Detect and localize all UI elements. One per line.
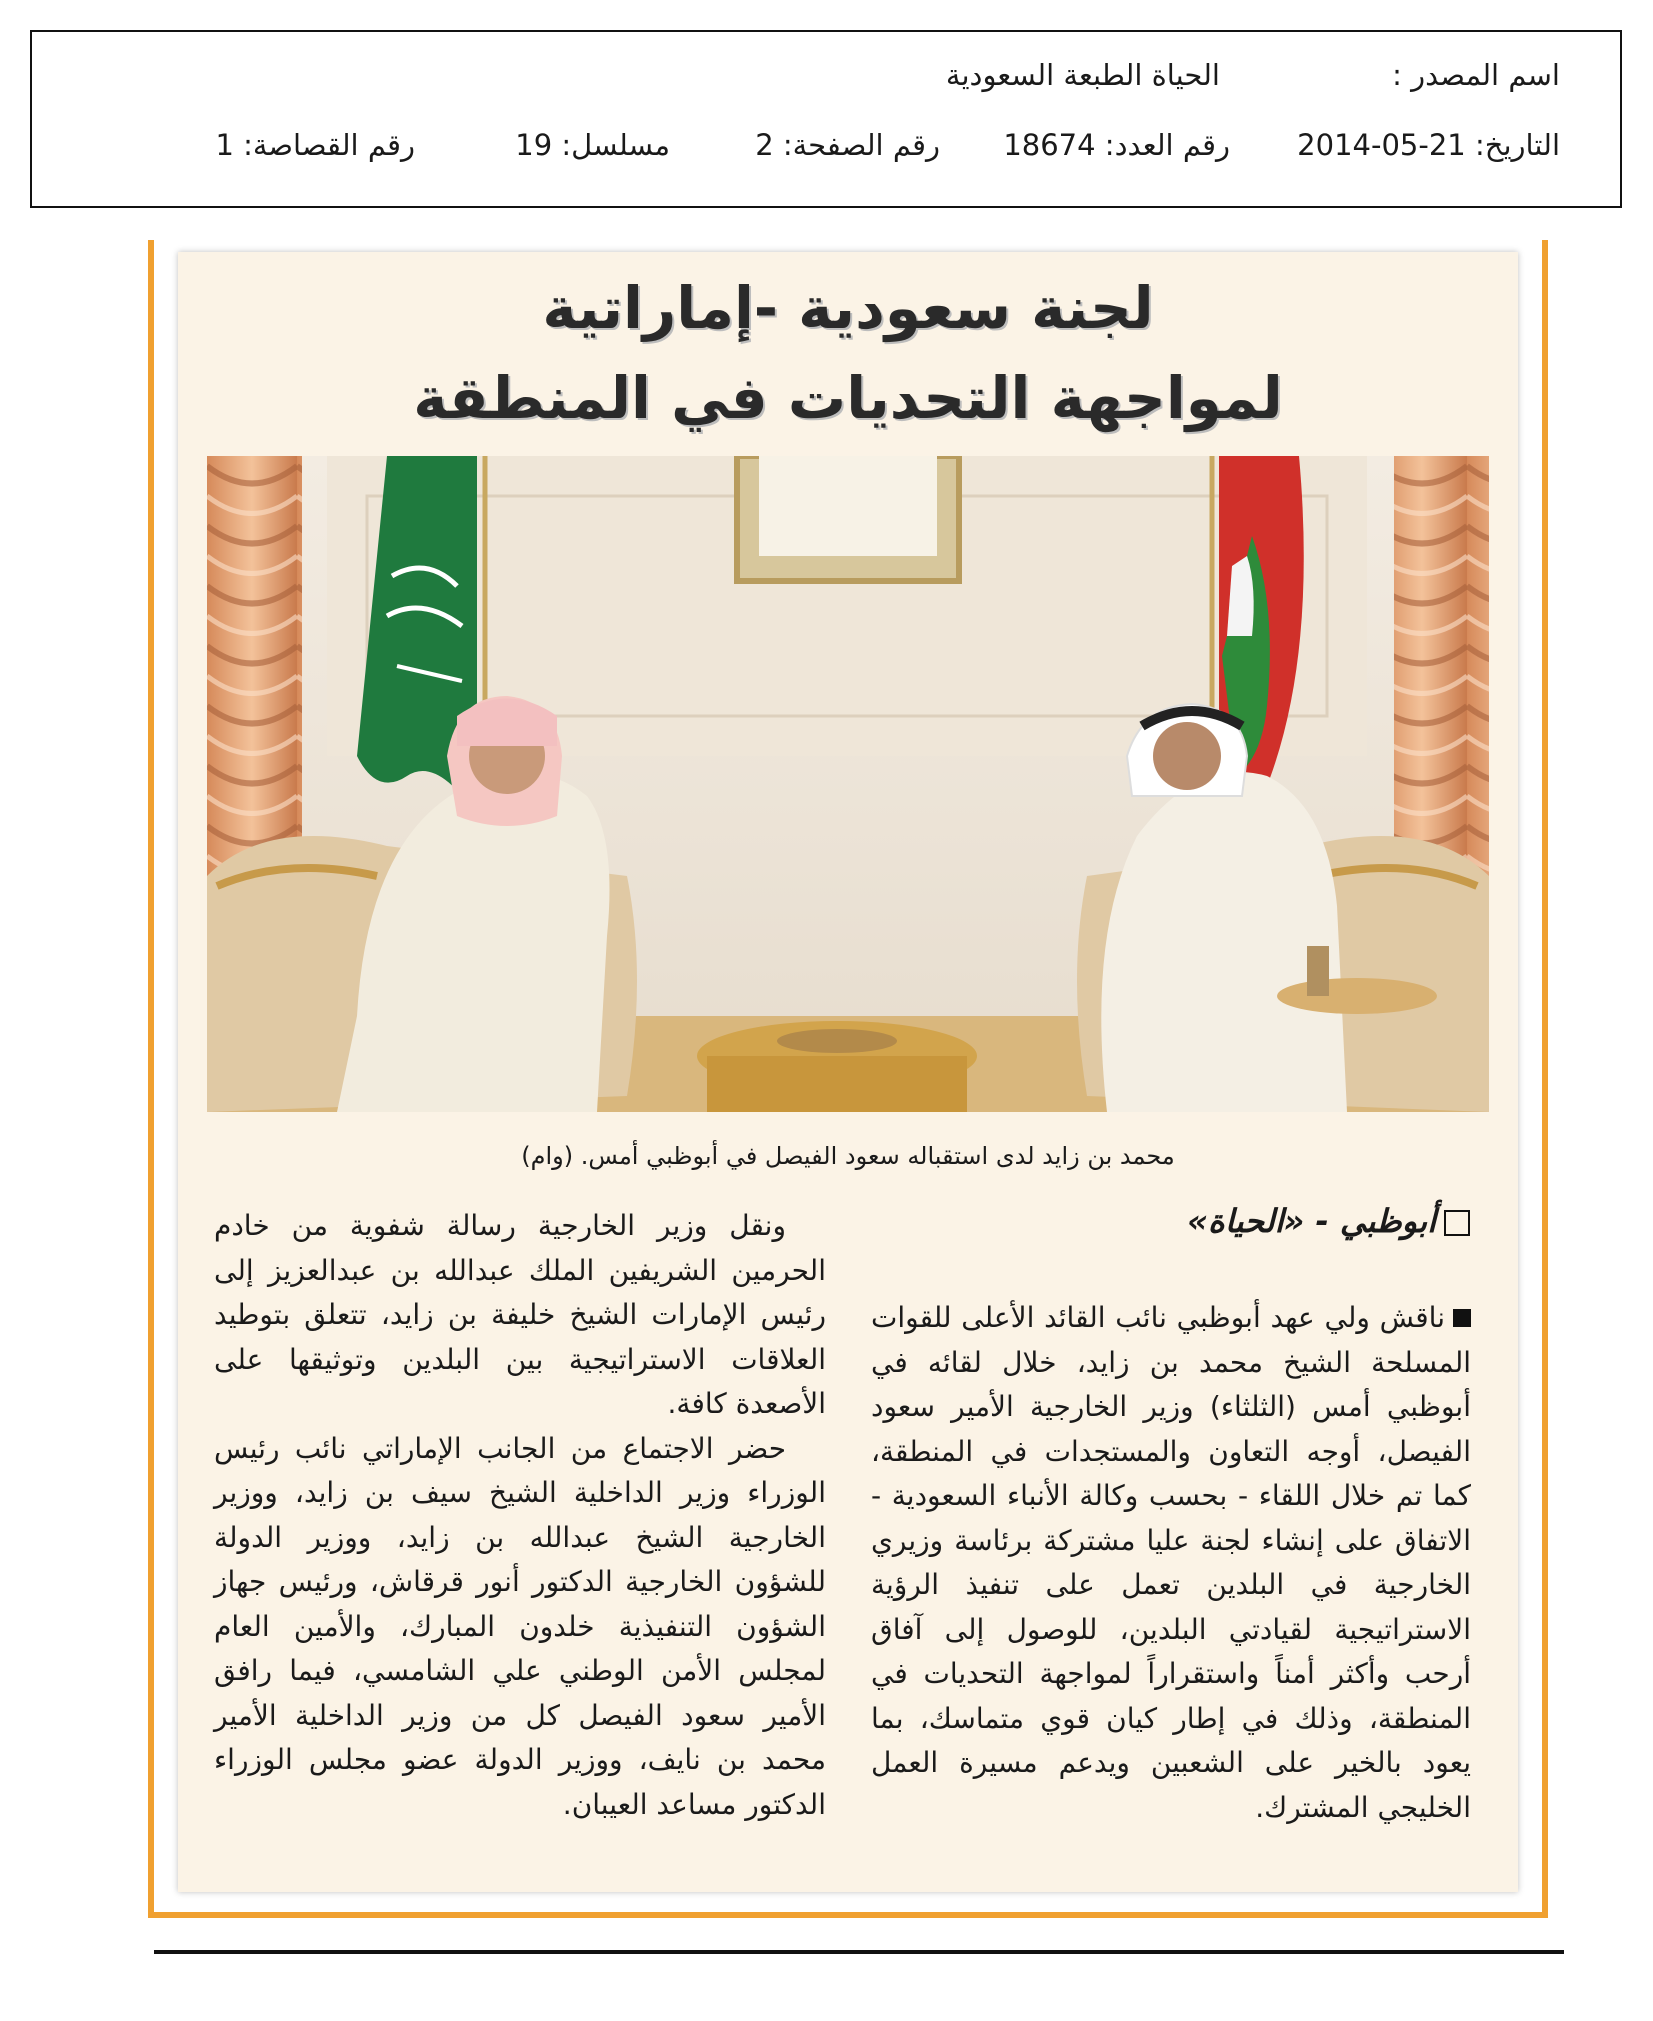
article-column-right bbox=[871, 1296, 1471, 1830]
left-paragraph-2: حضر الاجتماع من الجانب الإماراتي نائب رئيس الوزراء وزير الداخلية الشيخ سيف بن زايد، ووزير الخارجية الشيخ عبدالله بن زايد، ووزير الدولة للشؤون الخارجية الدكتور أنور قرقاش، ورئيس جهاز الشؤون التنفيذية خلدون المبارك، والأمين العام لمجلس الأمن الوطني علي الشامسي، فيما رافق الأمير سعود الفيصل كل من وزير الداخلية الأمير محمد بن نايف، ووزير الدولة عضو مجلس الوزراء الدكتور مساعد العيبان. bbox=[214, 1431, 826, 1821]
source-metadata-box bbox=[30, 30, 1622, 208]
square-bullet-icon bbox=[1444, 1210, 1470, 1236]
page-number: رقم الصفحة: 2 bbox=[755, 128, 940, 162]
clip-number: رقم القصاصة: 1 bbox=[215, 128, 415, 162]
article-card bbox=[178, 252, 1518, 1892]
source-value: الحياة الطبعة السعودية bbox=[945, 58, 1220, 92]
photo-caption: محمد بن زايد لدى استقباله سعود الفيصل في أبوظبي أمس. (وام) bbox=[521, 1142, 1175, 1170]
headline-line-1: لجنة سعودية -إماراتية bbox=[542, 274, 1154, 342]
article-photo bbox=[207, 456, 1489, 1112]
source-label: اسم المصدر : bbox=[1392, 58, 1560, 92]
serial-number: مسلسل: 19 bbox=[515, 128, 670, 162]
dateline-text: أبوظبي - «الحياة» bbox=[1187, 1202, 1436, 1240]
right-column-paragraph bbox=[871, 1296, 1471, 1830]
issue-number: رقم العدد: 18674 bbox=[1003, 128, 1230, 162]
left-paragraph-1: ونقل وزير الخارجية رسالة شفوية من خادم الحرمين الشريفين الملك عبدالله بن عبدالعزيز إلى رئيس الإمارات الشيخ خليفة بن زايد، تتعلق بتوطيد العلاقات الاستراتيجية بين البلدين وتوثيقها على الأصعدة كافة. bbox=[214, 1209, 826, 1420]
headline-line-2: لمواجهة التحديات في المنطقة bbox=[413, 364, 1283, 432]
date-field: التاريخ: 21-05-2014 bbox=[1297, 128, 1560, 162]
right-column-text: ناقش ولي عهد أبوظبي نائب القائد الأعلى للقوات المسلحة الشيخ محمد بن زايد، خلال لقائه في أبوظبي أمس (الثلثاء) وزير الخارجية الأمير سعود الفيصل، أوجه التعاون والمستجدات في المنطقة، كما تم خلال اللقاء - بحسب وكالة الأنباء السعودية - الاتفاق على إنشاء لجنة عليا مشتركة برئاسة وزيري الخارجية في البلدين تعمل على تنفيذ الرؤية الاستراتيجية لقيادتي البلدين، للوصول إلى آفاق أرحب وأكثر أمناً واستقراراً لمواجهة التحديات في المنطقة، وذلك في إطار كيان قوي متماسك، بما يعود بالخير على الشعبين ويدعم مسيرة العمل الخليجي المشترك. bbox=[871, 1301, 1471, 1824]
meeting-photo-illustration bbox=[207, 456, 1489, 1112]
filled-square-icon bbox=[1453, 1309, 1471, 1327]
bottom-rule bbox=[154, 1950, 1564, 1954]
dateline bbox=[1187, 1202, 1470, 1240]
article-column-left bbox=[214, 1204, 826, 1827]
